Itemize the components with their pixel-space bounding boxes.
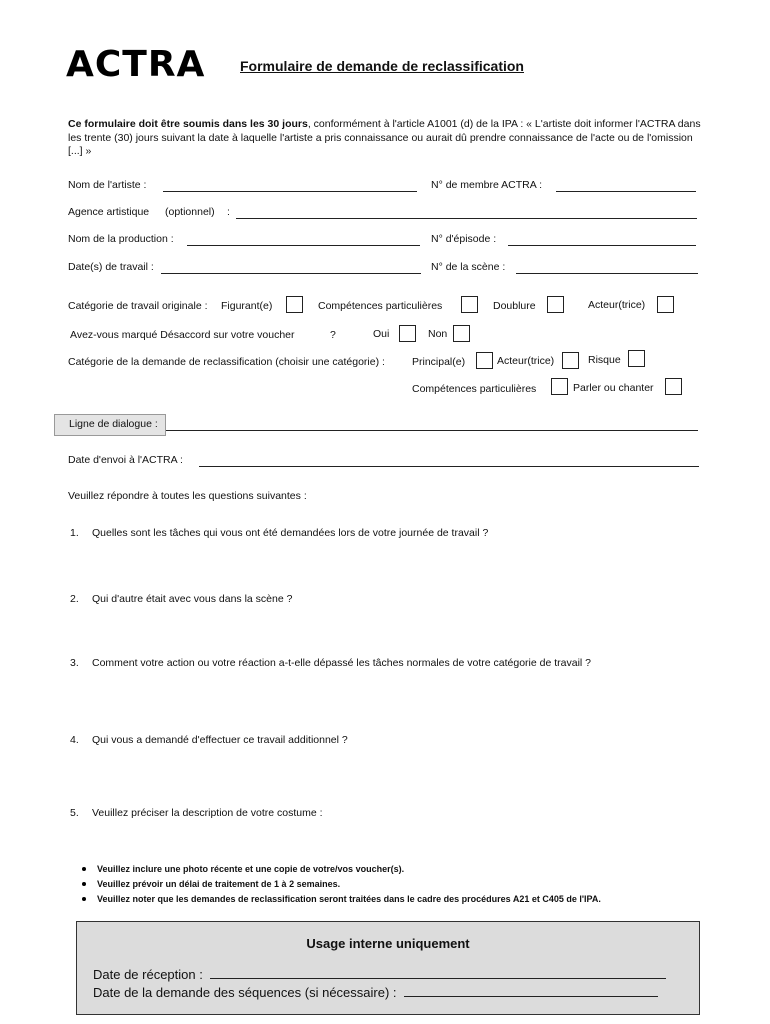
member-number-label: N° de membre ACTRA : bbox=[431, 179, 542, 191]
notes-list bbox=[80, 862, 601, 907]
requested-category-label: Catégorie de la demande de reclassification (choisir une catégorie) : bbox=[68, 356, 385, 368]
checkbox-competences[interactable] bbox=[461, 296, 478, 313]
dialogue-field[interactable] bbox=[166, 420, 698, 431]
question-1: Quelles sont les tâches qui vous ont été demandées lors de votre journée de travail ? bbox=[92, 527, 489, 539]
question-4-num: 4. bbox=[70, 734, 79, 746]
episode-field[interactable] bbox=[508, 235, 696, 246]
checkbox-acteur[interactable] bbox=[657, 296, 674, 313]
agency-label: Agence artistique bbox=[68, 206, 150, 218]
question-3-num: 3. bbox=[70, 657, 79, 669]
question-3: Comment votre action ou votre réaction a-t-elle dépassé les tâches normales de votre catégorie de travail ? bbox=[92, 657, 592, 669]
agency-optional: (optionnel) bbox=[165, 206, 215, 218]
production-field[interactable] bbox=[187, 235, 420, 246]
option-principal-label: Principal(e) bbox=[412, 356, 466, 368]
checkbox-no[interactable] bbox=[453, 325, 470, 342]
reception-date-row bbox=[93, 966, 666, 982]
actra-logo: ACTRA bbox=[66, 44, 206, 85]
option-acteur-label: Acteur(trice) bbox=[588, 299, 646, 311]
sequences-date-field[interactable] bbox=[404, 984, 658, 997]
disagreement-qmark: ? bbox=[330, 329, 336, 341]
option-competences-label: Compétences particulières bbox=[318, 300, 443, 312]
checkbox-yes[interactable] bbox=[399, 325, 416, 342]
internal-use-box bbox=[76, 921, 700, 1015]
checkbox-risque[interactable] bbox=[628, 350, 645, 367]
work-dates-field[interactable] bbox=[161, 263, 421, 274]
question-5-num: 5. bbox=[70, 807, 79, 819]
option-parler-label: Parler ou chanter bbox=[573, 382, 654, 394]
checkbox-principal[interactable] bbox=[476, 352, 493, 369]
disagreement-question: Avez-vous marqué Désaccord sur votre voucher bbox=[70, 329, 295, 341]
checkbox-parler[interactable] bbox=[665, 378, 682, 395]
scene-field[interactable] bbox=[516, 263, 698, 274]
internal-title: Usage interne uniquement bbox=[306, 936, 470, 951]
note-item: Veuillez prévoir un délai de traitement de 1 à 2 semaines. bbox=[80, 877, 601, 892]
sequences-date-label: Date de la demande des séquences (si nécessaire) : bbox=[93, 985, 397, 1000]
option-risque-label: Risque bbox=[588, 354, 621, 366]
option-figurant-label: Figurant(e) bbox=[221, 300, 273, 312]
reception-date-label: Date de réception : bbox=[93, 967, 203, 982]
no-label: Non bbox=[428, 328, 448, 340]
scene-label: N° de la scène : bbox=[431, 261, 506, 273]
artist-name-label: Nom de l'artiste : bbox=[68, 179, 147, 191]
checkbox-doublure[interactable] bbox=[547, 296, 564, 313]
checkbox-req-competences[interactable] bbox=[551, 378, 568, 395]
form-title: Formulaire de demande de reclassification bbox=[240, 58, 524, 74]
sequences-date-row bbox=[93, 984, 658, 1000]
intro-bold: Ce formulaire doit être soumis dans les 30 jours bbox=[68, 118, 308, 130]
work-dates-label: Date(s) de travail : bbox=[68, 261, 154, 273]
agency-colon: : bbox=[227, 206, 230, 218]
dialogue-label-box bbox=[54, 414, 166, 436]
episode-label: N° d'épisode : bbox=[431, 233, 497, 245]
option-doublure-label: Doublure bbox=[493, 300, 536, 312]
question-1-num: 1. bbox=[70, 527, 79, 539]
question-4: Qui vous a demandé d'effectuer ce travail additionnel ? bbox=[92, 734, 348, 746]
note-item: Veuillez noter que les demandes de reclassification seront traitées dans le cadre des procédures A21 et C405 de l'IPA. bbox=[80, 892, 601, 907]
production-label: Nom de la production : bbox=[68, 233, 174, 245]
option-req-competences-label: Compétences particulières bbox=[412, 383, 537, 395]
yes-label: Oui bbox=[373, 328, 390, 340]
checkbox-req-acteur[interactable] bbox=[562, 352, 579, 369]
original-category-label: Catégorie de travail originale : bbox=[68, 300, 208, 312]
reception-date-field[interactable] bbox=[210, 966, 666, 979]
dialogue-label: Ligne de dialogue : bbox=[69, 418, 158, 430]
instructions: Veuillez répondre à toutes les questions suivantes : bbox=[68, 490, 307, 502]
question-2: Qui d'autre était avec vous dans la scène ? bbox=[92, 593, 293, 605]
intro-rest: , conformément à l'article A1001 (d) de la IPA : « L'artiste doit informer l'ACTRA dans les trente (30) jours suivant la date à laquelle l'artiste a pris connaissance ou aurait dû prendre connaissance de l'acte ou de l'omission [...] » bbox=[68, 118, 701, 157]
artist-name-field[interactable] bbox=[163, 181, 417, 192]
question-2-num: 2. bbox=[70, 593, 79, 605]
member-number-field[interactable] bbox=[556, 181, 696, 192]
checkbox-figurant[interactable] bbox=[286, 296, 303, 313]
note-item: Veuillez inclure une photo récente et une copie de votre/vos voucher(s). bbox=[80, 862, 601, 877]
intro-paragraph bbox=[68, 118, 708, 159]
send-date-field[interactable] bbox=[199, 456, 699, 467]
agency-field[interactable] bbox=[236, 208, 697, 219]
question-5: Veuillez préciser la description de votre costume : bbox=[92, 807, 323, 819]
send-date-label: Date d'envoi à l'ACTRA : bbox=[68, 454, 183, 466]
option-req-acteur-label: Acteur(trice) bbox=[497, 355, 555, 367]
